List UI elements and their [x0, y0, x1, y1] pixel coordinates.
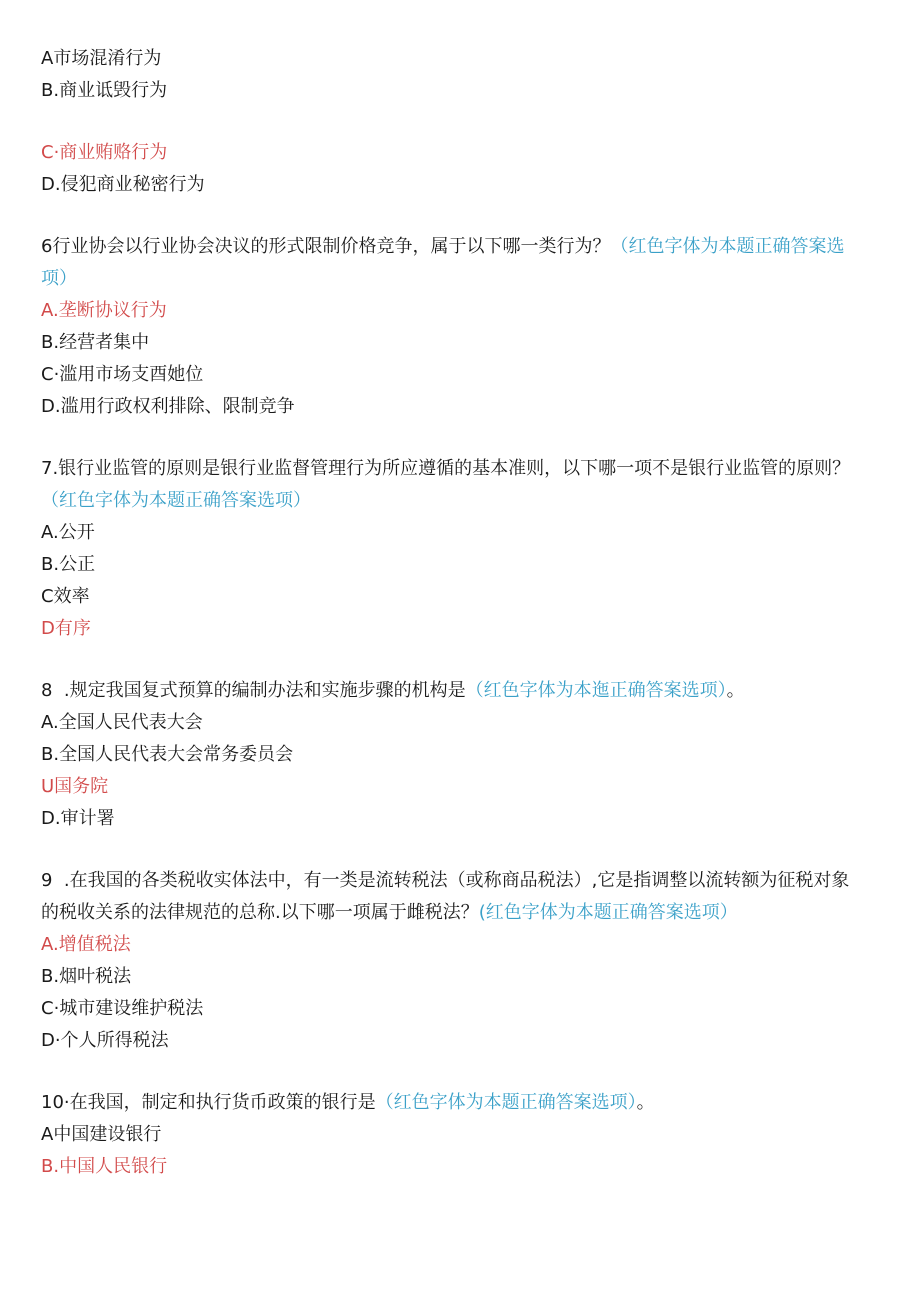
- question-8-tail: 。: [726, 680, 745, 701]
- question-10-tail: 。: [636, 1092, 655, 1113]
- question-7-option-b: B.公正: [41, 554, 96, 575]
- question-9-stem-line1: 9 .在我国的各类税收实体法中，有一类是流转税法（或称商品税法）,它是指调整以流转额为征税对象: [41, 870, 850, 891]
- question-8-option-d: D.审计署: [41, 808, 115, 829]
- question-10-stem: 10·在我国，制定和执行货币政策的银行是: [41, 1092, 376, 1113]
- question-10-option-a: A中国建设银行: [41, 1124, 162, 1145]
- question-7-option-a: A.公开: [41, 522, 95, 543]
- question-8-stem-line1: [41, 675, 880, 707]
- question-8: [41, 675, 880, 835]
- question-10-hint: （红色字体为本题正确答案选项）: [375, 1092, 637, 1113]
- question-7-option-d-correct: D有序: [41, 618, 91, 639]
- question-9-option-b: B.烟叶税法: [41, 966, 132, 987]
- question-9: [41, 865, 880, 1057]
- question-10-option-b-correct: B.中国人民银行: [41, 1156, 168, 1177]
- question-6-option-d: D.滥用行政权利排除、限制竞争: [41, 396, 295, 417]
- prev-question-options: [41, 43, 880, 201]
- option-b: B.商业诋毁行为: [41, 80, 168, 101]
- question-10-stem-line1: [41, 1087, 880, 1119]
- question-6-hint: （红色字体为本题正确答案选: [610, 236, 845, 257]
- question-6-option-a-correct: A.垄断协议行为: [41, 300, 167, 321]
- question-6-option-b: B.经营者集中: [41, 332, 150, 353]
- question-9-stem-line2: [41, 897, 880, 929]
- option-a: A市场混淆行为: [41, 48, 162, 69]
- question-9-option-d: D·个人所得税法: [41, 1030, 169, 1051]
- question-10: [41, 1087, 880, 1183]
- question-8-option-c-correct: U国务院: [41, 776, 109, 797]
- question-8-hint: （红色字体为本迤正确答案选项）: [465, 680, 727, 701]
- option-c-correct: C·商业贿赂行为: [41, 142, 168, 163]
- question-6-stem-line1: [41, 231, 880, 263]
- question-7: [41, 453, 880, 645]
- question-9-stem: 的税收关系的法律规范的总称.以下哪一项属于雌税法？: [41, 902, 479, 923]
- question-9-option-c: C·城市建设维护税法: [41, 998, 204, 1019]
- question-6-hint-cont: 项）: [41, 268, 77, 289]
- question-7-hint: （红色字体为本题正确答案选项）: [41, 490, 311, 511]
- question-8-option-a: A.全国人民代表大会: [41, 712, 203, 733]
- question-7-option-c: C效率: [41, 586, 90, 607]
- question-6-option-c: C·滥用市场支酉她位: [41, 364, 204, 385]
- question-7-stem: 7.银行业监管的原则是银行业监督管理行为所应遵循的基本准则，以下哪一项不是银行业监管的原则？: [41, 458, 851, 479]
- question-6: [41, 231, 880, 423]
- option-d: D.侵犯商业秘密行为: [41, 174, 205, 195]
- question-6-stem: 6行业协会以行业协会决议的形式限制价格竞争，属于以下哪一类行为？: [41, 236, 611, 257]
- question-8-stem: 8 .规定我国复式预算的编制办法和实施步骤的机构是: [41, 680, 466, 701]
- question-9-option-a-correct: A.增值税法: [41, 934, 131, 955]
- question-9-hint: (红色字体为本题正确答案选项）: [478, 902, 738, 923]
- question-8-option-b: B.全国人民代表大会常务委员会: [41, 744, 294, 765]
